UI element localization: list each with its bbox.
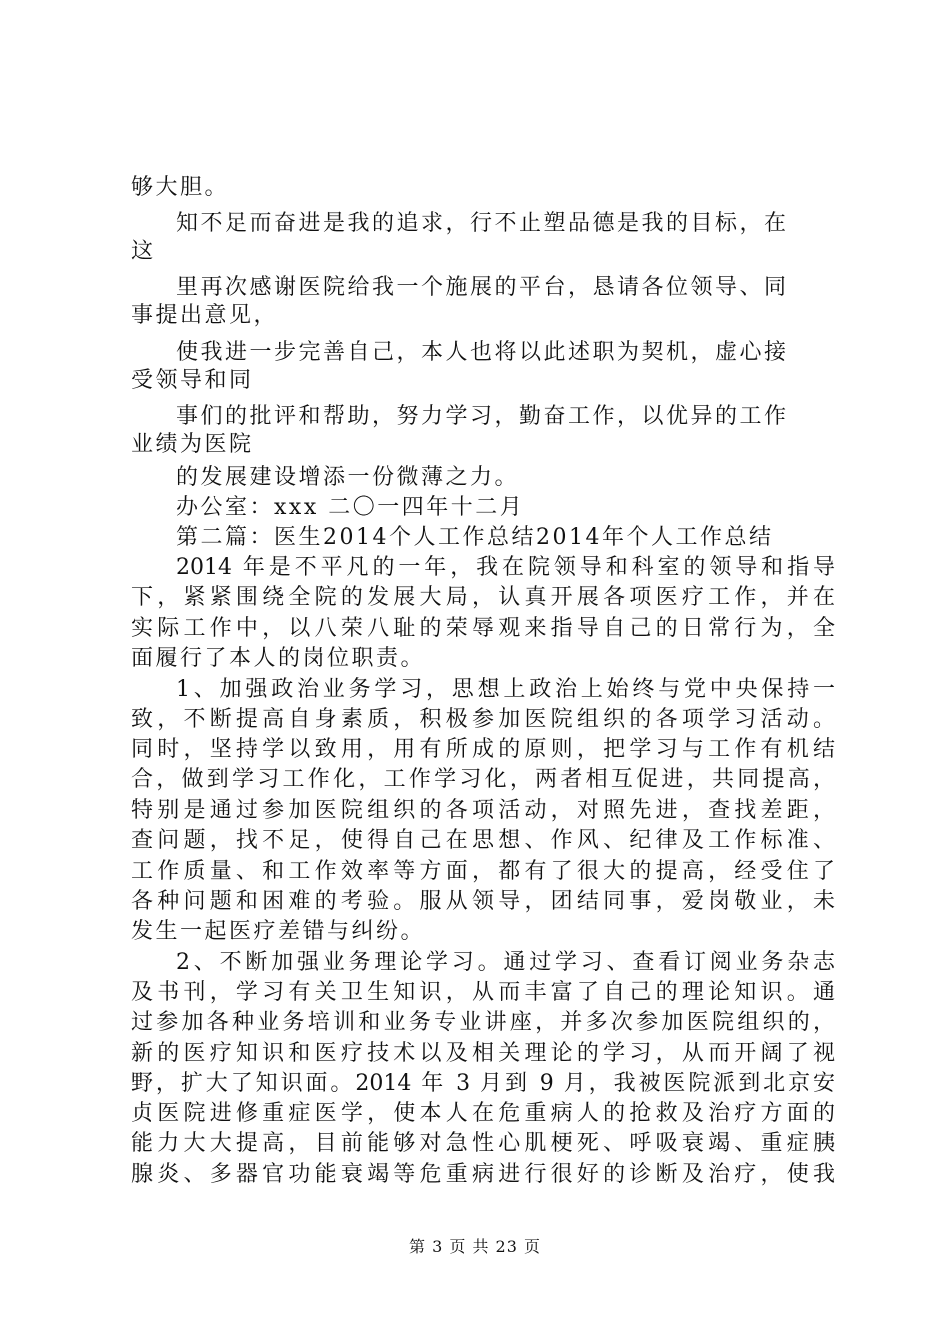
text-line: 野，扩大了知识面。2014 年 3 月到 9 月，我被医院派到北京安 <box>131 1071 835 1096</box>
text-line: 发生一起医疗差错与纠纷。 <box>131 919 426 944</box>
text-line: 第二篇：医生2014个人工作总结2014年个人工作总结 <box>176 525 774 550</box>
text-line: 腺炎、多器官功能衰竭等危重病进行很好的诊断及治疗，使我 <box>131 1162 835 1187</box>
text-line: 事提出意见， <box>131 303 279 328</box>
text-line: 2、不断加强业务理论学习。通过学习、查看订阅业务杂志 <box>176 950 835 975</box>
text-line: 贞医院进修重症医学，使本人在危重病人的抢救及治疗方面的 <box>131 1101 835 1126</box>
text-line: 合，做到学习工作化，工作学习化，两者相互促进，共同提高， <box>131 767 835 792</box>
text-line: 2014 年是不平凡的一年，我在院领导和科室的领导和指导 <box>176 555 835 580</box>
text-line: 面履行了本人的岗位职责。 <box>131 646 426 671</box>
text-line: 查问题，找不足，使得自己在思想、作风、纪律及工作标准、 <box>131 828 835 853</box>
text-line: 过参加各种业务培训和业务专业讲座，并多次参加医院组织的， <box>131 1010 835 1035</box>
text-line: 里再次感谢医院给我一个施展的平台，恳请各位领导、同 <box>176 275 789 300</box>
text-line: 这 <box>131 239 156 264</box>
text-line: 事们的批评和帮助，努力学习，勤奋工作，以优异的工作 <box>176 404 789 429</box>
text-line: 受领导和同 <box>131 368 254 393</box>
text-line: 同时，坚持学以致用，用有所成的原则，把学习与工作有机结 <box>131 737 835 762</box>
text-line: 办公室：xxx 二〇一四年十二月 <box>176 495 525 520</box>
text-line: 够大胆。 <box>131 175 230 200</box>
text-line: 1、加强政治业务学习，思想上政治上始终与党中央保持一 <box>176 677 835 702</box>
text-line: 特别是通过参加医院组织的各项活动，对照先进，查找差距， <box>131 798 835 823</box>
text-line: 致，不断提高自身素质，积极参加医院组织的各项学习活动。 <box>131 707 835 732</box>
text-line: 及书刊，学习有关卫生知识，从而丰富了自己的理论知识。通 <box>131 980 835 1005</box>
text-line: 新的医疗知识和医疗技术以及相关理论的学习，从而开阔了视 <box>131 1041 835 1066</box>
text-line: 实际工作中，以八荣八耻的荣辱观来指导自己的日常行为，全 <box>131 616 835 641</box>
text-line: 工作质量、和工作效率等方面，都有了很大的提高，经受住了 <box>131 859 835 884</box>
text-line: 的发展建设增添一份微薄之力。 <box>176 465 520 490</box>
text-line: 各种问题和困难的考验。服从领导，团结同事，爱岗敬业，未 <box>131 889 835 914</box>
page-number-footer: 第 3 页 共 23 页 <box>409 1237 541 1256</box>
text-line: 下，紧紧围绕全院的发展大局，认真开展各项医疗工作，并在 <box>131 585 835 610</box>
text-line: 使我进一步完善自己，本人也将以此述职为契机，虚心接 <box>176 340 789 365</box>
text-line: 知不足而奋进是我的追求，行不止塑品德是我的目标，在 <box>176 211 789 236</box>
text-line: 业绩为医院 <box>131 432 254 457</box>
text-line: 能力大大提高，目前能够对急性心肌梗死、呼吸衰竭、重症胰 <box>131 1131 835 1156</box>
